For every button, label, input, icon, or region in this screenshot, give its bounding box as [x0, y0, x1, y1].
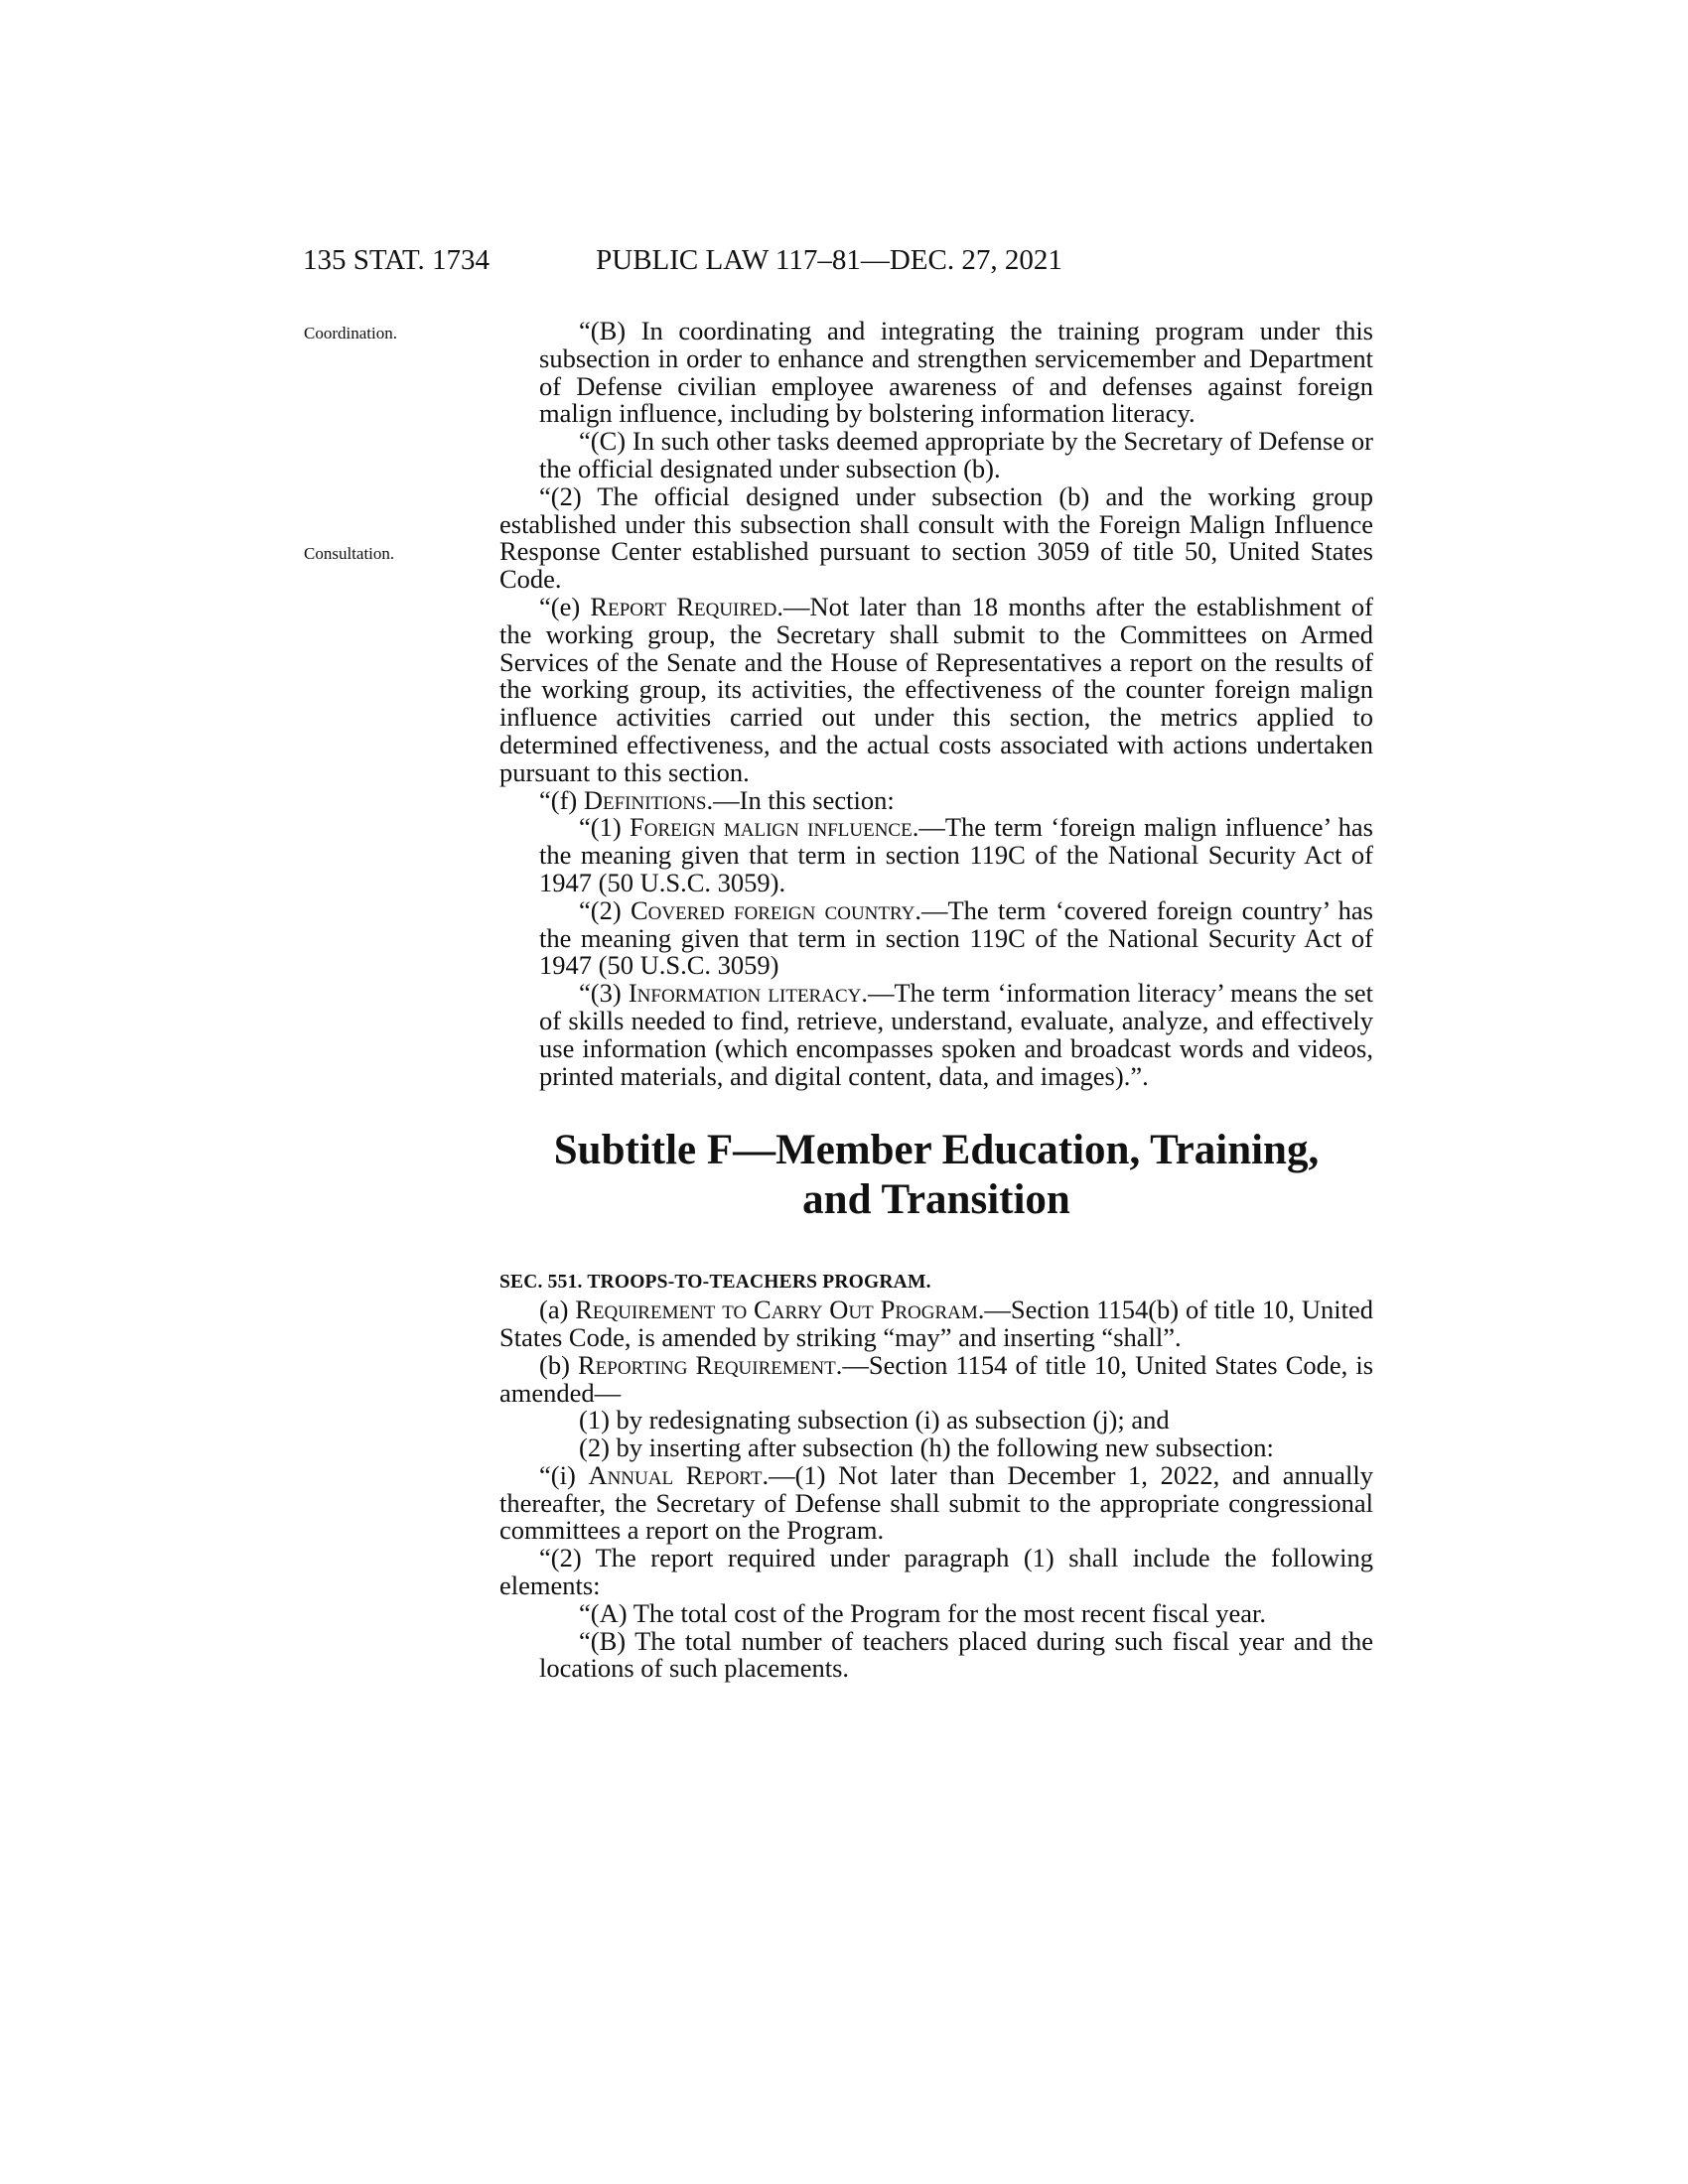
section-i-2-b: “(B) The total number of teachers placed during such fiscal year and the locations of such placements. — [539, 1625, 1373, 1684]
definition-information-literacy: “(3) Information literacy.—The term ‘information literacy’ means the set of skills needed to find, retrieve, understand, evaluate, analyze, and effectively use information (which encompasses spoken and broadcast words and videos, printed materials, and digital content, data, and images).”. — [539, 978, 1374, 1091]
definition-covered-foreign-country: “(2) Covered foreign country.—The term ‘covered foreign country’ has the meaning given that term in section 119C of the National Security Act of 1947 (50 U.S.C. 3059) — [539, 894, 1373, 981]
paragraph-b: “(B) In coordinating and integrating the training program under this subsection in order to enhance and strengthen servicemember and Department of Defense civilian employee awareness of and defenses against foreign malign influence, including by bolstering information literacy. — [539, 316, 1373, 429]
heading-report-required: Report Required — [590, 591, 777, 621]
heading-definitions: Definitions — [583, 784, 707, 815]
paragraph-e-report: “(e) Report Required.—Not later than 18 months after the establishment of the working group, the Secretary shall submit to the Committees on Armed Services of the Senate and the House of Representatives a report on the results of the working group, its activities, the effectiveness of the counter foreign malign influence activities carried out under this section, the metrics applied to determined effectiveness, and the actual costs associated with actions undertaken pursuant to this section. — [499, 591, 1373, 787]
section-b: (b) Reporting Requirement.—Section 1154 of title 10, United States Code, is amended— — [499, 1349, 1374, 1408]
definition-foreign-malign-influence: “(1) Foreign malign influence.—The term ‘foreign malign influence’ has the meaning given that term in section 119C of the National Security Act of 1947 (50 U.S.C. 3059). — [539, 812, 1373, 897]
section-i-2: “(2) The report required under paragraph (1) shall include the following elements: — [499, 1543, 1373, 1601]
margin-note-consultation: Consultation. — [304, 544, 395, 563]
statute-text — [499, 318, 1373, 1683]
margin-note-coordination: Coordination. — [304, 324, 397, 342]
page-reference: 135 STAT. 1734 — [303, 244, 491, 276]
section-a: (a) Requirement to Carry Out Program.—Section 1154(b) of title 10, United States Code, is amended by striking “may” and inserting “shall”. — [499, 1295, 1373, 1352]
paragraph-c: “(C) In such other tasks deemed appropriate by the Secretary of Defense or the official designated under subsection (b). — [539, 426, 1373, 483]
subtitle-heading: Subtitle F—Member Education, Training, and Transition — [553, 1127, 1320, 1224]
page-header — [303, 244, 1375, 284]
section-b-1: (1) by redesignating subsection (i) as subsection (j); and — [579, 1405, 1170, 1435]
public-law-header: PUBLIC LAW 117–81—DEC. 27, 2021 — [596, 244, 1062, 276]
section-heading: SEC. 551. TROOPS-TO-TEACHERS PROGRAM. — [499, 1272, 931, 1294]
section-i-annual-report: “(i) Annual Report.—(1) Not later than December 1, 2022, and annually thereafter, the Secretary of Defense shall submit to the appropriate congressional committees a report on the Program. — [499, 1459, 1374, 1546]
section-i-2-a: “(A) The total cost of the Program for the most recent fiscal year. — [579, 1597, 1266, 1628]
paragraph-2-consult: “(2) The official designed under subsection (b) and the working group established under this subsection shall consult with the Foreign Malign Influence Response Center established pursuant to section 3059 of title 50, United States Code. — [499, 480, 1373, 595]
paragraph-f-definitions: “(f) Definitions.—In this section: — [539, 784, 895, 815]
section-b-2: (2) by inserting after subsection (h) the following new subsection: — [579, 1433, 1274, 1463]
